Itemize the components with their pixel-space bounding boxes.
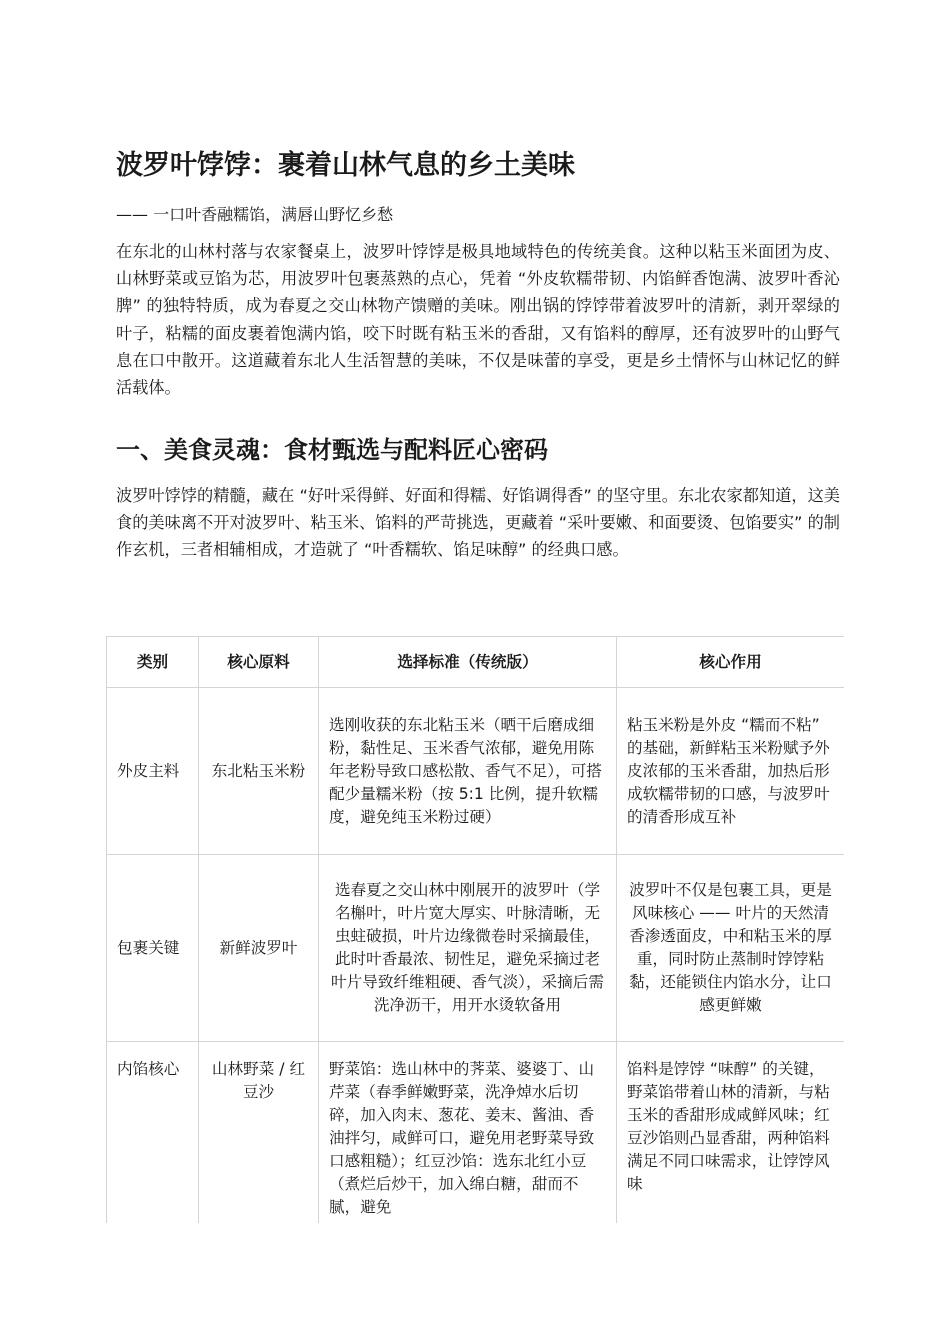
- material-cell: 山林野菜 / 红豆沙: [199, 1042, 319, 1224]
- table-header-cell: 选择标准（传统版）: [319, 637, 617, 688]
- material-cell: 东北粘玉米粉: [199, 688, 319, 855]
- section-paragraph: 波罗叶饽饽的精髓，藏在 “好叶采得鲜、好面和得糯、好馅调得香” 的坚守里。东北农家都知道，这美食的美味离不开对波罗叶、粘玉米、馅料的严苛挑选，更藏着 “采叶要嫩、和面要烫、包馅要实” 的制作玄机，三者相辅相成，才造就了 “叶香糯软、馅足味醇” 的经典口感。: [116, 486, 840, 560]
- ingredients-table-wrapper: [106, 636, 844, 1223]
- table-header-cell: 核心原料: [199, 637, 319, 688]
- category-cell: 内馅核心: [107, 1042, 199, 1224]
- standard-cell: 选刚收获的东北粘玉米（晒干后磨成细粉，黏性足、玉米香气浓郁，避免用陈年老粉导致口感松散、香气不足），可搭配少量糯米粉（按 5:1 比例，提升软糯度，避免纯玉米粉过硬）: [319, 688, 617, 855]
- standard-cell: 野菜馅：选山林中的荠菜、婆婆丁、山芹菜（春季鲜嫩野菜，洗净焯水后切碎，加入肉末、葱花、姜末、酱油、香油拌匀，咸鲜可口，避免用老野菜导致口感粗糙）；红豆沙馅：选东北红小豆（煮烂后炒干，加入绵白糖，甜而不腻，避免: [319, 1042, 617, 1224]
- standard-cell: 选春夏之交山林中刚展开的波罗叶（学名槲叶，叶片宽大厚实、叶脉清晰，无虫蛀破损，叶片边缘微卷时采摘最佳，此时叶香最浓、韧性足，避免采摘过老叶片导致纤维粗硬、香气淡），采摘后需洗净沥干，用开水烫软备用: [319, 855, 617, 1042]
- table-header-cell: 核心作用: [617, 637, 845, 688]
- role-cell: 粘玉米粉是外皮 “糯而不粘” 的基础，新鲜粘玉米粉赋予外皮浓郁的玉米香甜，加热后形成软糯带韧的口感，与波罗叶的清香形成互补: [617, 688, 845, 855]
- material-cell: 新鲜波罗叶: [199, 855, 319, 1042]
- section-heading: 一、美食灵魂：食材甄选与配料匠心密码: [116, 436, 548, 464]
- table-row: [107, 688, 845, 855]
- page-title: 波罗叶饽饽：裹着山林气息的乡土美味: [116, 150, 575, 181]
- table-header-row: [107, 637, 845, 688]
- intro-paragraph: 在东北的山林村落与农家餐桌上，波罗叶饽饽是极具地域特色的传统美食。这种以粘玉米面团为皮、山林野菜或豆馅为芯，用波罗叶包裹蒸熟的点心，凭着 “外皮软糯带韧、内馅鲜香饱满、波罗叶香沁脾” 的独特特质，成为春夏之交山林物产馈赠的美味。刚出锅的饽饽带着波罗叶的清新，剥开翠绿的叶子，粘糯的面皮裹着饱满内馅，咬下时既有粘玉米的香甜，又有馅料的醇厚，还有波罗叶的山野气息在口中散开。这道藏着东北人生活智慧的美味，不仅是味蕾的享受，更是乡土情怀与山林记忆的鲜活载体。: [116, 242, 840, 398]
- category-cell: 包裹关键: [107, 855, 199, 1042]
- table-row: [107, 1042, 845, 1224]
- role-cell: 馅料是饽饽 “味醇” 的关键，野菜馅带着山林的清新，与粘玉米的香甜形成咸鲜风味；红豆沙馅则凸显香甜，两种馅料满足不同口味需求，让饽饽风味: [617, 1042, 845, 1224]
- table-header-cell: 类别: [107, 637, 199, 688]
- subtitle: —— 一口叶香融糯馅，满唇山野忆乡愁: [116, 205, 394, 224]
- role-cell: 波罗叶不仅是包裹工具，更是风味核心 —— 叶片的天然清香渗透面皮，中和粘玉米的厚重，同时防止蒸制时饽饽粘黏，还能锁住内馅水分，让口感更鲜嫩: [617, 855, 845, 1042]
- category-cell: 外皮主料: [107, 688, 199, 855]
- table-row: [107, 855, 845, 1042]
- ingredients-table: [106, 636, 844, 1223]
